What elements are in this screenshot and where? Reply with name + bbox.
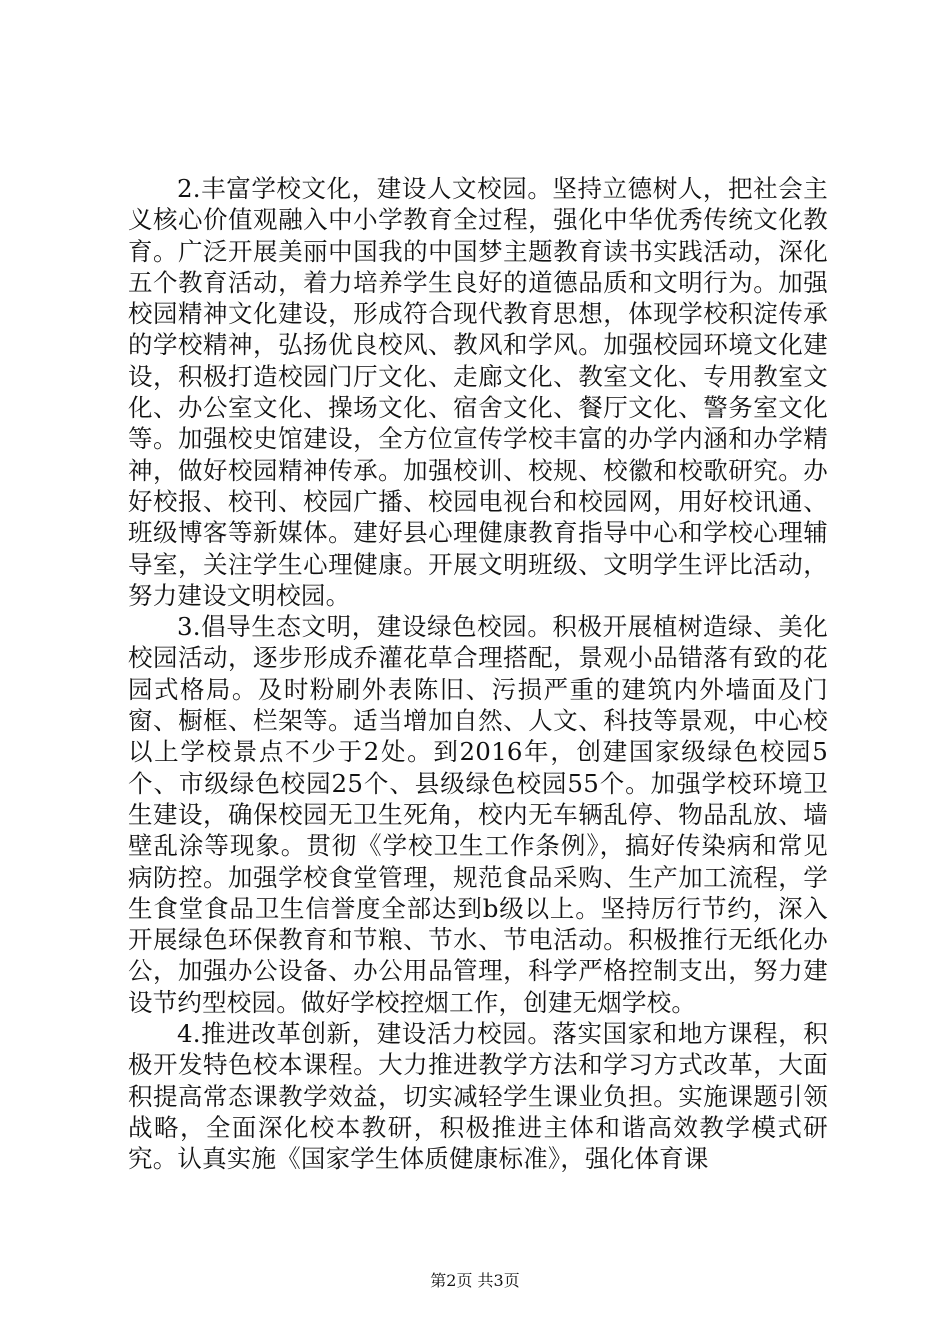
paragraph-culture-campus: 2.丰富学校文化，建设人文校园。坚持立德树人，把社会主义核心价值观融入中小学教育全过程，强化中华优秀传统文化教育。广泛开展美丽中国我的中国梦主题教育读书实践活动，深化五个教育活动，着力培养学生良好的道德品质和文明行为。加强校园精神文化建设，形成符合现代教育思想，体现学校积淀传承的学校精神，弘扬优良校风、教风和学风。加强校园环境文化建设，积极打造校园门厅文化、走廊文化、教室文化、专用教室文化、办公室文化、操场文化、宿舍文化、餐厅文化、警务室文化等。加强校史馆建设，全方位宣传学校丰富的办学内涵和办学精神，做好校园精神传承。加强校训、校规、校徽和校歌研究。办好校报、校刊、校园广播、校园电视台和校园网，用好校讯通、班级博客等新媒体。建好县心理健康教育指导中心和学校心理辅导室，关注学生心理健康。开展文明班级、文明学生评比活动，努力建设文明校园。 [128,174,828,610]
paragraph-vitality-campus: 4.推进改革创新，建设活力校园。落实国家和地方课程，积极开发特色校本课程。大力推进教学方法和学习方式改革，大面积提高常态课教学效益，切实减轻学生课业负担。实施课题引领战略，全面深化校本教研，积极推进主体和谐高效教学模式研究。认真实施《国家学生体质健康标准》，强化体育课 [128,1019,828,1174]
paragraph-green-campus: 3.倡导生态文明，建设绿色校园。积极开展植树造绿、美化校园活动，逐步形成乔灌花草合理搭配，景观小品错落有致的花园式格局。及时粉刷外表陈旧、污损严重的建筑内外墙面及门窗、橱框、栏架等。适当增加自然、人文、科技等景观，中心校以上学校景点不少于2处。到2016年，创建国家级绿色校园5个、市级绿色校园25个、县级绿色校园55个。加强学校环境卫生建设，确保校园无卫生死角，校内无车辆乱停、物品乱放、墙壁乱涂等现象。贯彻《学校卫生工作条例》，搞好传染病和常见病防控。加强学校食堂管理，规范食品采购、生产加工流程，学生食堂食品卫生信誉度全部达到b级以上。坚持厉行节约，深入开展绿色环保教育和节粮、节水、节电活动。积极推行无纸化办公，加强办公设备、办公用品管理，科学严格控制支出，努力建设节约型校园。做好学校控烟工作，创建无烟学校。 [128,612,828,1017]
page-footer: 第2页 共3页 [430,1271,520,1290]
body-text [128,173,828,1175]
